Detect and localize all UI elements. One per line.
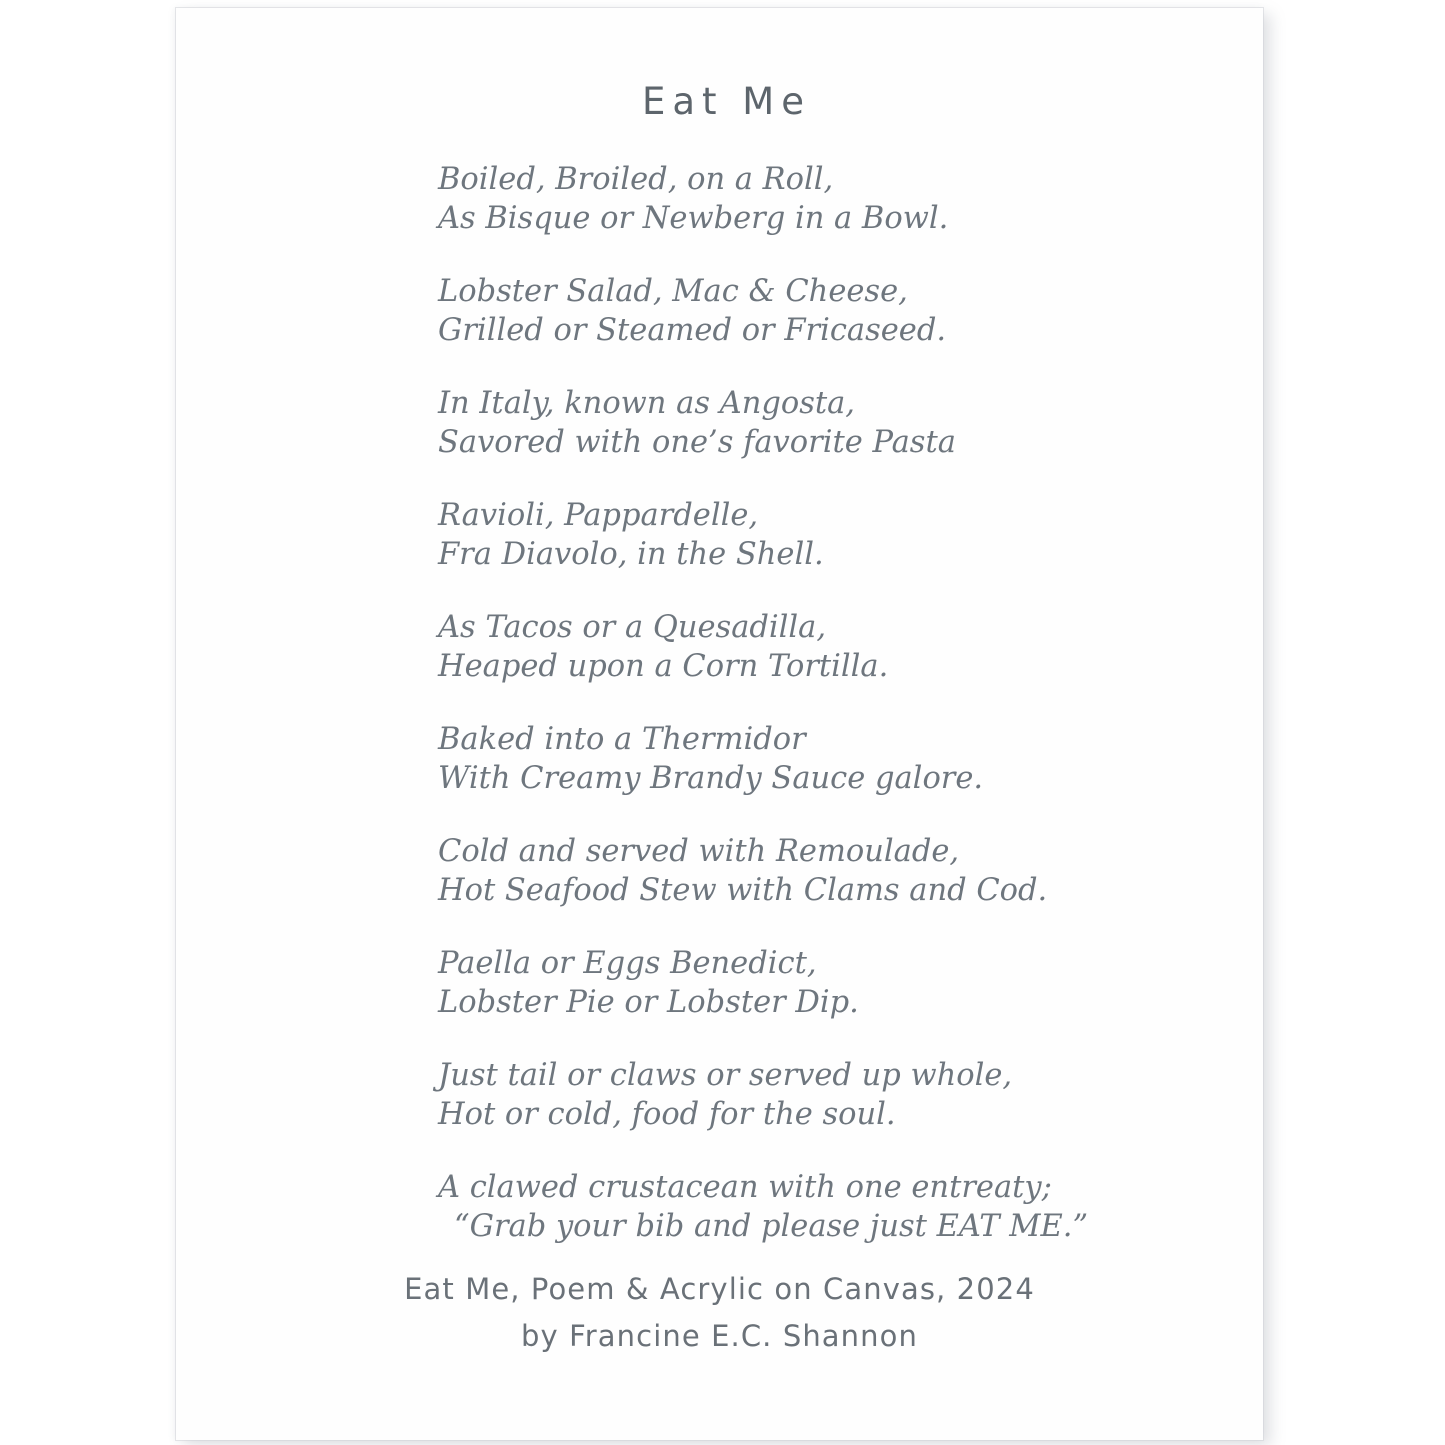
poem-page-content — [176, 8, 1263, 1440]
poem-line: Lobster Pie or Lobster Dip. — [438, 985, 859, 1020]
artwork-credit — [176, 1266, 1263, 1360]
stanza — [438, 720, 1198, 798]
poem-line: Ravioli, Pappardelle, — [438, 498, 759, 533]
poem-line: Hot or cold, food for the soul. — [438, 1097, 896, 1132]
poem-line: “Grab your bib and please just EAT ME.” — [454, 1209, 1089, 1244]
stanza — [438, 496, 1198, 574]
stanza — [438, 608, 1198, 686]
stanza — [438, 160, 1198, 238]
poem-line: Grilled or Steamed or Fricaseed. — [438, 313, 947, 348]
poem-line: As Tacos or a Quesadilla, — [438, 610, 827, 645]
stanza — [438, 384, 1198, 462]
poem-line: Fra Diavolo, in the Shell. — [438, 537, 824, 572]
poem-line: Heaped upon a Corn Tortilla. — [438, 649, 889, 684]
stanza — [438, 272, 1198, 350]
poem-page — [176, 8, 1263, 1440]
poem-line: Lobster Salad, Mac & Cheese, — [438, 274, 908, 309]
poem-line: Hot Seafood Stew with Clams and Cod. — [438, 873, 1048, 908]
stanza — [438, 1056, 1198, 1134]
poem-body — [438, 160, 1198, 1246]
poem-title: Eat Me — [641, 80, 811, 123]
poem-line: Baked into a Thermidor — [438, 722, 806, 757]
poem-line: In Italy, known as Angosta, — [438, 386, 856, 421]
stanza — [438, 944, 1198, 1022]
stanza — [438, 1168, 1198, 1246]
poem-line: Savored with one’s favorite Pasta — [438, 425, 956, 460]
stanza — [438, 832, 1198, 910]
credit-line-primary: Eat Me, Poem & Acrylic on Canvas, 2024 — [404, 1272, 1035, 1306]
poem-line: Just tail or claws or served up whole, — [438, 1058, 1013, 1093]
poem-line: A clawed crustacean with one entreaty; — [438, 1170, 1052, 1205]
poem-line: Cold and served with Remoulade, — [438, 834, 960, 869]
poem-line: With Creamy Brandy Sauce galore. — [438, 761, 984, 796]
credit-line-author: by Francine E.C. Shannon — [521, 1319, 918, 1353]
poem-line: Boiled, Broiled, on a Roll, — [438, 162, 834, 197]
poem-line: As Bisque or Newberg in a Bowl. — [438, 201, 949, 236]
poem-line: Paella or Eggs Benedict, — [438, 946, 817, 981]
